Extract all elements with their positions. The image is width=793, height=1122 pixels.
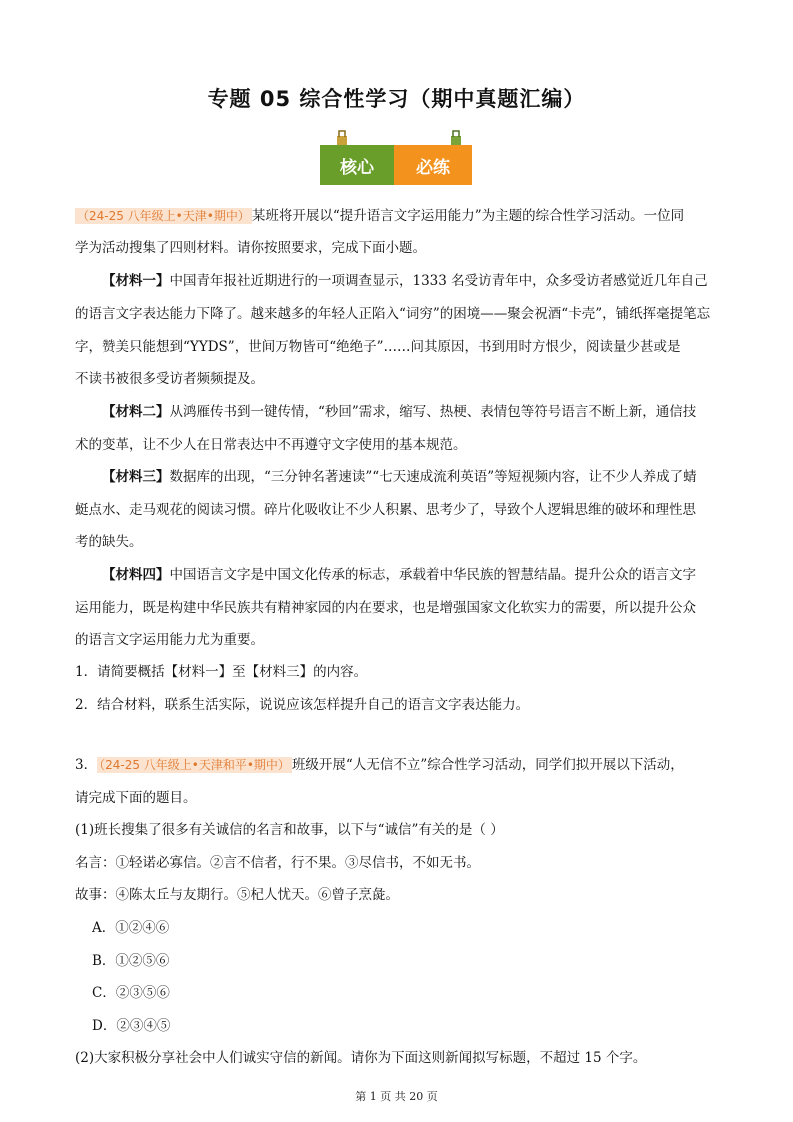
page-title: 专题 05 综合性学习（期中真题汇编）	[207, 87, 586, 111]
source-tag: （24-25 八年级上•天津和平•期中）	[99, 758, 290, 772]
core-practice-badge	[320, 130, 472, 186]
material-1-line: 不读书被很多受访者频频提及。	[75, 371, 264, 387]
material-label: 【材料一】	[102, 273, 170, 289]
material-4-paragraph: 【材料四】中国语言文字是中国文化传承的标志，承载着中华民族的智慧结晶。提升公众的语言文字	[102, 567, 696, 583]
stories-line: 故事：④陈太丘与友期行。⑤杞人忧天。⑥曾子烹彘。	[75, 887, 399, 903]
material-4-line: 运用能力，既是构建中华民族共有精神家园的内在要求，也是增强国家文化软实力的需要，所以提升公众	[75, 600, 696, 616]
badge-core-label: 核心	[320, 145, 394, 185]
sub-question-2: 2．结合材料，联系生活实际，说说应该怎样提升自己的语言文字表达能力。	[75, 697, 530, 713]
binder-clip-icon	[336, 130, 348, 146]
material-1-line: 的语言文字表达能力下降了。越来越多的年轻人正陷入“词穷”的困境——聚会祝酒“卡壳”，铺纸挥毫提笔忘	[75, 306, 711, 322]
material-3-line: 考的缺失。	[75, 534, 143, 550]
material-3-paragraph: 【材料三】数据库的出现，“三分钟名著速读”“七天速成流利英语”等短视频内容，让不少人养成了蜻	[102, 469, 697, 485]
option-d: D．②③④⑤	[92, 1018, 171, 1034]
material-2-line: 术的变革，让不少人在日常表达中不再遵守文字使用的基本规范。	[75, 437, 467, 453]
quotes-line: 名言：①轻诺必寡信。②言不信者，行不果。③尽信书，不如无书。	[75, 855, 480, 871]
material-4-line: 的语言文字运用能力尤为重要。	[75, 632, 264, 648]
material-3-line: 蜓点水、走马观花的阅读习惯。碎片化吸收让不少人积累、思考少了，导致个人逻辑思维的破坏和理性思	[75, 502, 696, 518]
q3-part-1: (1)班长搜集了很多有关诚信的名言和故事，以下与“诚信”有关的是（ ）	[75, 822, 504, 838]
binder-clip-icon	[450, 130, 462, 146]
source-tag: （24-25 八年级上•天津•期中）	[77, 209, 250, 223]
material-label: 【材料二】	[102, 404, 170, 420]
material-1-paragraph: 【材料一】中国青年报社近期进行的一项调查显示，1333 名受访青年中，众多受访者感觉近几年自己	[102, 273, 708, 289]
q1-intro-line: （24-25 八年级上•天津•期中） 某班将开展以“提升语言文字运用能力”为主题的综合性学习活动。一位同	[77, 208, 685, 224]
option-c: C．②③⑤⑥	[92, 985, 170, 1001]
option-b: B．①②⑤⑥	[92, 953, 170, 969]
q3-intro-line: 请完成下面的题目。	[75, 790, 197, 806]
q1-intro-line: 学为活动搜集了四则材料。请你按照要求，完成下面小题。	[75, 240, 426, 256]
q3-intro-line: 3． （24-25 八年级上•天津和平•期中） 班级开展“人无信不立”综合性学习活动，同学们拟开展以下活动，	[75, 757, 684, 773]
sub-question-1: 1．请简要概括【材料一】至【材料三】的内容。	[75, 664, 368, 680]
q3-part-2: (2)大家积极分享社会中人们诚实守信的新闻。请你为下面这则新闻拟写标题，不超过 15 个字。	[75, 1050, 647, 1066]
material-label: 【材料三】	[102, 469, 170, 485]
material-1-line: 字，赞美只能想到“YYDS”，世间万物皆可“绝绝子”……问其原因，书到用时方恨少，阅读量少甚或是	[75, 339, 681, 355]
page-footer: 第 1 页 共 20 页	[355, 1090, 438, 1103]
material-label: 【材料四】	[102, 567, 170, 583]
option-a: A．①②④⑥	[92, 920, 170, 936]
badge-practice-label: 必练	[394, 145, 472, 185]
material-2-paragraph: 【材料二】从鸿雁传书到一键传情，“秒回”需求，缩写、热梗、表情包等符号语言不断上新，通信技	[102, 404, 697, 420]
